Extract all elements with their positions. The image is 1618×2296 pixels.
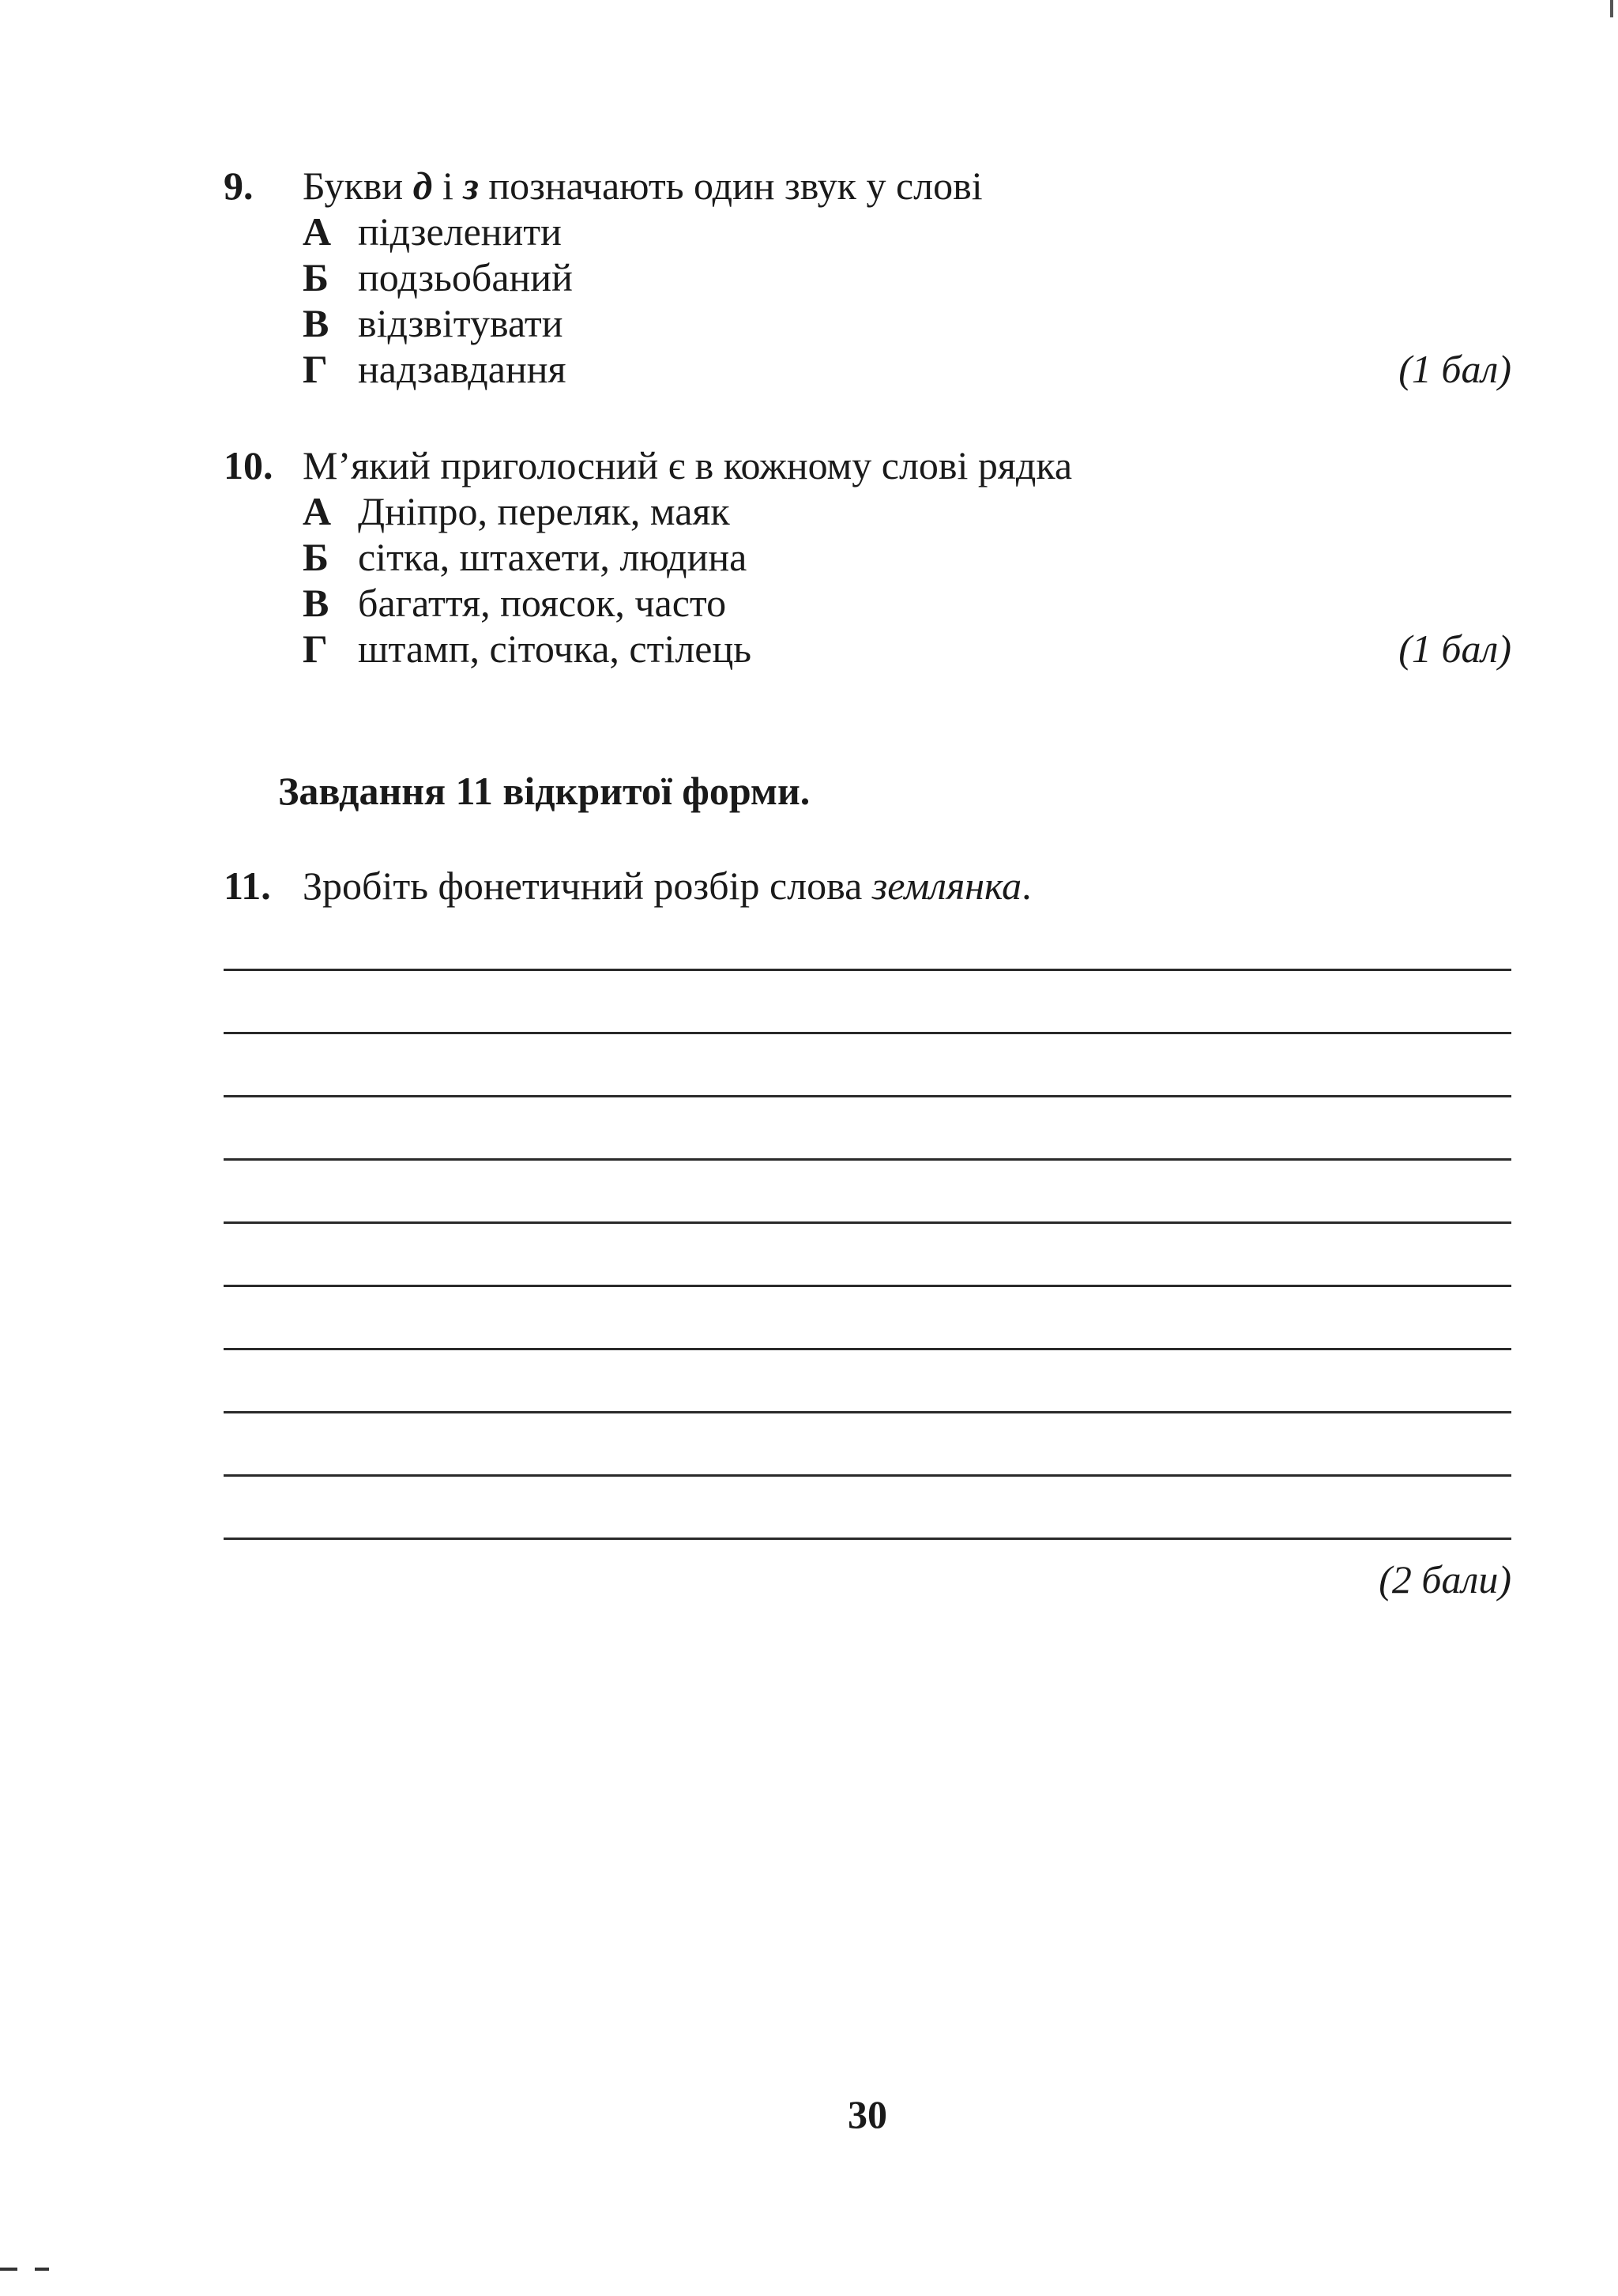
- question-11: [224, 863, 1511, 909]
- score-label: (1 бал): [1398, 627, 1511, 671]
- option-b: Б сітка, штахети, людина: [303, 535, 747, 579]
- section-title: Завдання 11 відкритої форми.: [278, 769, 811, 813]
- scan-corner-dash: [0, 2268, 17, 2271]
- answer-line[interactable]: [224, 1224, 1511, 1287]
- option-g: Г штамп, сіточка, стілець (1 бал): [303, 627, 1511, 671]
- option-v: В відзвітувати: [303, 301, 563, 345]
- answer-line[interactable]: [224, 1034, 1511, 1097]
- question-number: 10.: [224, 443, 273, 487]
- answer-line[interactable]: [224, 1413, 1511, 1477]
- option-a: А підзеленити: [303, 209, 562, 254]
- answer-line[interactable]: [224, 1161, 1511, 1224]
- page-number: 30: [848, 2092, 887, 2136]
- option-g: Г надзавдання (1 бал): [303, 347, 1511, 391]
- target-word: землянка: [871, 864, 1022, 908]
- scan-edge-mark: [1610, 0, 1613, 17]
- option-v: В багаття, поясок, часто: [303, 581, 727, 625]
- answer-line[interactable]: [224, 1477, 1511, 1540]
- question-number: 11.: [224, 864, 271, 908]
- question-9: [224, 163, 1511, 392]
- question-10: [224, 442, 1511, 672]
- option-a: А Дніпро, переляк, маяк: [303, 489, 730, 533]
- letter-z: з: [463, 164, 479, 208]
- answer-lines[interactable]: [224, 969, 1511, 1540]
- score-label: (2 бали): [1379, 1557, 1511, 1602]
- letter-d: д: [412, 164, 433, 208]
- answer-line[interactable]: [224, 1350, 1511, 1413]
- answer-line[interactable]: [224, 1287, 1511, 1350]
- answer-line[interactable]: [224, 971, 1511, 1034]
- question-text: М’який приголосний є в кожному слові рядка: [303, 443, 1073, 487]
- question-text: Букви д і з позначають один звук у слові: [303, 164, 983, 208]
- score-label: (1 бал): [1398, 347, 1511, 391]
- scan-corner-dash: [35, 2268, 49, 2271]
- option-b: Б подзьобаний: [303, 255, 573, 299]
- question-number: 9.: [224, 164, 254, 208]
- question-text: Зробіть фонетичний розбір слова землянка.: [303, 864, 1032, 908]
- answer-line[interactable]: [224, 1097, 1511, 1161]
